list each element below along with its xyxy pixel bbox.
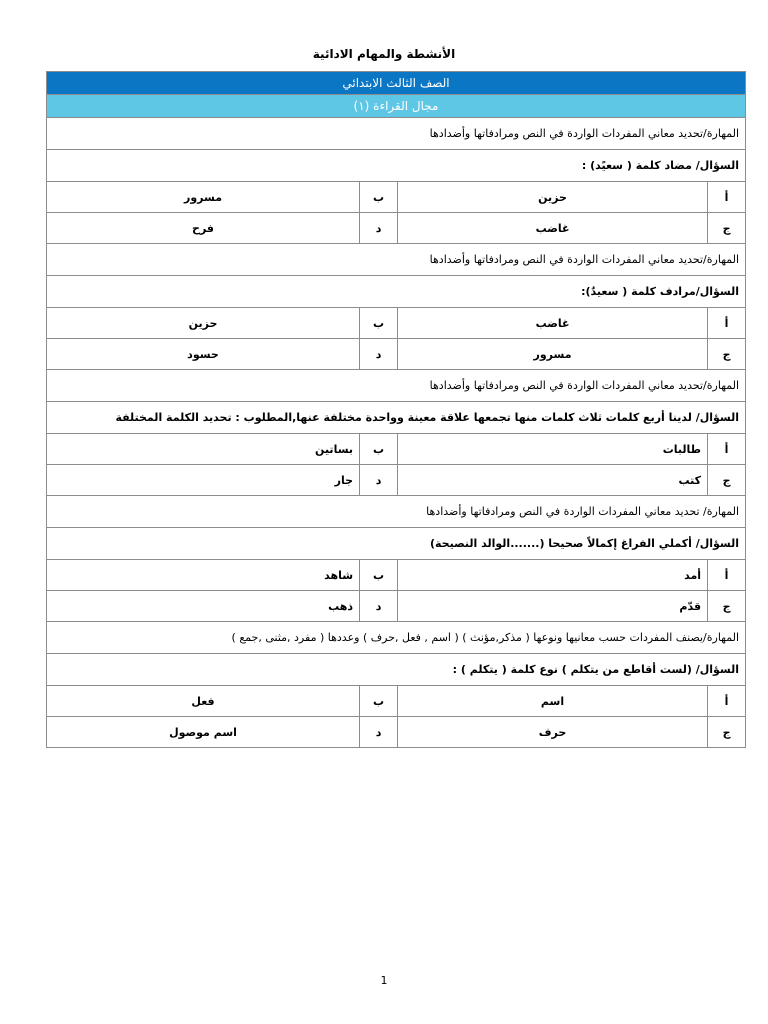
option-row	[47, 339, 746, 370]
skill-row	[47, 370, 746, 402]
question-row	[47, 654, 746, 686]
question-row	[47, 276, 746, 308]
option-row	[47, 560, 746, 591]
grade-header: الصف الثالث الابتدائي	[47, 72, 746, 95]
option-choice: فرح	[47, 213, 360, 244]
option-choice: غاضب	[398, 213, 708, 244]
option-row	[47, 717, 746, 748]
option-letter: ب	[360, 560, 398, 591]
option-choice: قدّم	[398, 591, 708, 622]
option-letter: أ	[708, 560, 746, 591]
option-letter: أ	[708, 434, 746, 465]
question-text: السؤال/ لدينا أربع كلمات ثلاث كلمات منها تجمعها علاقة معينة وواحدة مختلفة عنها,المطلوب : تحديد الكلمة المختلفة	[47, 402, 746, 434]
domain-header: مجال القراءة (١)	[47, 95, 746, 118]
option-choice: اسم	[398, 686, 708, 717]
option-letter: ج	[708, 465, 746, 496]
option-letter: د	[360, 717, 398, 748]
option-choice: جار	[47, 465, 360, 496]
skill-text: المهارة/ تحديد معاني المفردات الواردة في النص ومرادفاتها وأضدادها	[47, 496, 746, 528]
option-letter: أ	[708, 182, 746, 213]
skill-text: المهارة/تحديد معاني المفردات الواردة في النص ومرادفاتها وأضدادها	[47, 118, 746, 150]
option-row	[47, 308, 746, 339]
option-choice: مسرور	[398, 339, 708, 370]
option-choice: مسرور	[47, 182, 360, 213]
option-letter: د	[360, 213, 398, 244]
option-letter: أ	[708, 308, 746, 339]
option-letter: ب	[360, 182, 398, 213]
option-choice: اسم موصول	[47, 717, 360, 748]
skill-row	[47, 244, 746, 276]
skill-row	[47, 622, 746, 654]
option-letter: ب	[360, 434, 398, 465]
question-row	[47, 402, 746, 434]
option-choice: غاضب	[398, 308, 708, 339]
option-letter: ج	[708, 717, 746, 748]
activities-table	[46, 71, 746, 748]
page-number: 1	[380, 974, 388, 987]
skill-text: المهارة/تحديد معاني المفردات الواردة في النص ومرادفاتها وأضدادها	[47, 244, 746, 276]
option-choice: حزين	[398, 182, 708, 213]
grade-header-row	[47, 72, 746, 95]
option-choice: أمد	[398, 560, 708, 591]
option-row	[47, 434, 746, 465]
option-choice: حزين	[47, 308, 360, 339]
skill-row	[47, 496, 746, 528]
option-choice: ذهب	[47, 591, 360, 622]
question-row	[47, 528, 746, 560]
option-letter: ج	[708, 339, 746, 370]
option-choice: طالبات	[398, 434, 708, 465]
option-choice: شاهد	[47, 560, 360, 591]
question-text: السؤال/ مضاد كلمة ( سعيًد) :	[47, 150, 746, 182]
option-letter: د	[360, 339, 398, 370]
option-letter: ب	[360, 308, 398, 339]
option-row	[47, 465, 746, 496]
question-text: السؤال/مرادف كلمة ( سعيدٌ):	[47, 276, 746, 308]
option-row	[47, 182, 746, 213]
option-letter: ج	[708, 213, 746, 244]
option-row	[47, 591, 746, 622]
option-letter: أ	[708, 686, 746, 717]
skill-row	[47, 118, 746, 150]
option-choice: فعل	[47, 686, 360, 717]
option-row	[47, 686, 746, 717]
option-choice: حسود	[47, 339, 360, 370]
skill-text: المهارة/تحديد معاني المفردات الواردة في النص ومرادفاتها وأضدادها	[47, 370, 746, 402]
question-row	[47, 150, 746, 182]
option-letter: د	[360, 591, 398, 622]
question-text: السؤال/ أكملي الفراغ إكمالاً صحيحا (.......الوالد النصيحة)	[47, 528, 746, 560]
question-text: السؤال/ (لست أقاطع من يتكلم ) نوع كلمة ( يتكلم ) :	[47, 654, 746, 686]
domain-header-row	[47, 95, 746, 118]
document-title: الأنشطة والمهام الادائية	[312, 47, 456, 61]
option-letter: د	[360, 465, 398, 496]
option-letter: ج	[708, 591, 746, 622]
option-choice: بساتين	[47, 434, 360, 465]
skill-text: المهارة/يصنف المفردات حسب معانيها ونوعها ( مذكر,مؤنث ) ( اسم , فعل ,حرف ) وعددها ( مفرد ,مثنى ,جمع )	[47, 622, 746, 654]
option-choice: حرف	[398, 717, 708, 748]
option-choice: كتب	[398, 465, 708, 496]
option-letter: ب	[360, 686, 398, 717]
option-row	[47, 213, 746, 244]
